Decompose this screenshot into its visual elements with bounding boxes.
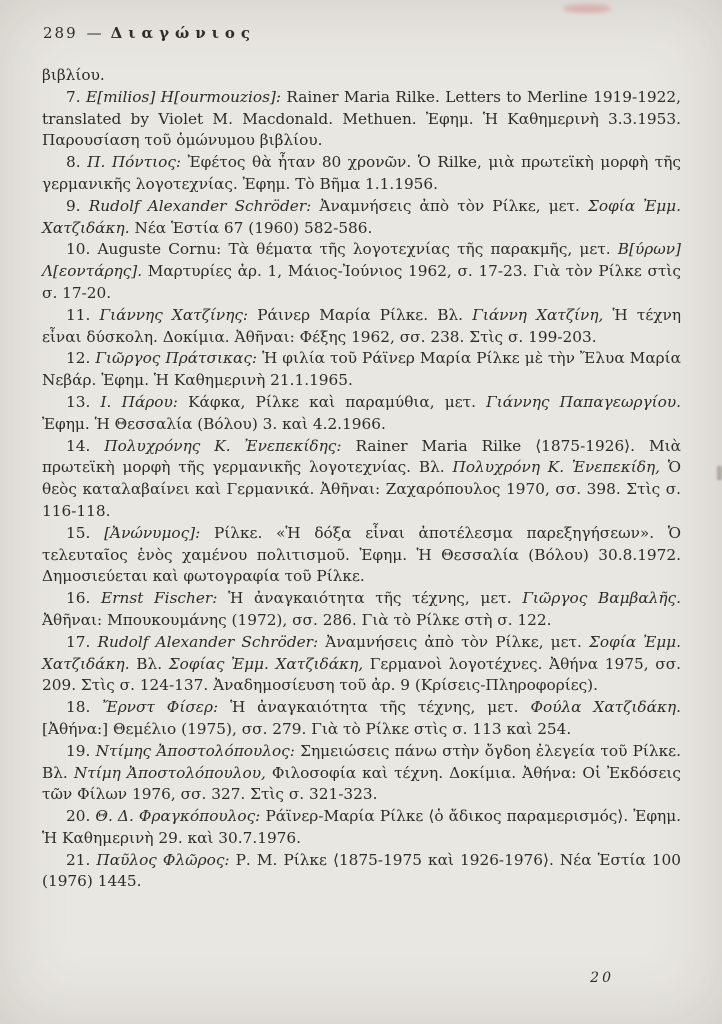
bibliography-entry bbox=[42, 850, 681, 894]
continuation-line bbox=[42, 65, 681, 87]
entry-text: Rainer Maria Rilke. Letters to Merline 1919-1922, translated by Violet M. Macdonald. Methuen. Ἐφημ. Ἡ Καθημερινὴ 3.3.1953. Παρουσίαση τοῦ ὁμώνυμου βιβλίου. bbox=[42, 87, 681, 150]
header-dash: — bbox=[86, 24, 102, 42]
entry-text: 9. bbox=[66, 196, 89, 215]
entry-text: Μαρτυρίες ἀρ. 1, Μάιος-Ἰούνιος 1962, σ. 17-23. Γιὰ τὸν Ρίλκε στὶς σ. 17-20. bbox=[42, 262, 681, 302]
entry-text: Rainer Maria Rilke ⟨1875-1926⟩. Μιὰ πρωτεϊκὴ μορφὴ τῆς γερμανικῆς λογοτεχνίας. Βλ. bbox=[42, 436, 681, 477]
bibliography-entry bbox=[42, 523, 681, 588]
entry-text: 14. bbox=[66, 436, 105, 455]
entry-text: Κάφκα, Ρίλκε καὶ παραμύθια, μετ. bbox=[188, 392, 487, 411]
entry-author-name: E[milios] H[ourmouzios]: bbox=[85, 87, 287, 106]
bibliography-entry bbox=[42, 588, 681, 632]
entry-author-name: [Ἀνώνυμος]: bbox=[104, 523, 215, 542]
entry-text: Ράϊνερ-Μαρία Ρίλκε ⟨ὁ ἄδικος παραμερισμός⟩. Ἐφημ. Ἡ Καθημερινὴ 29. καὶ 30.7.1976. bbox=[42, 807, 681, 847]
entry-author-name: Γιάννης Χατζίνης: bbox=[99, 305, 258, 324]
scan-smudge-mark bbox=[563, 4, 611, 13]
entry-text: 8. bbox=[66, 153, 88, 172]
entry-text: 17. bbox=[66, 632, 98, 651]
entry-text: Ἐφέτος θὰ ἦταν 80 χρονῶν. Ὁ Rilke, μιὰ πρωτεϊκὴ μορφὴ τῆς γερμανικῆς λογοτεχνίας. Ἐφημ. Τὸ Βῆμα 1.1.1956. bbox=[42, 153, 681, 193]
entry-author-name: Ι. Πάρου: bbox=[100, 392, 189, 411]
entry-author-name: Γιῶργος Πράτσικας: bbox=[95, 349, 263, 368]
entry-author-name: Β[ύρων] Λ[εοντάρης]. bbox=[42, 240, 681, 281]
bibliography-entry bbox=[42, 741, 681, 806]
entry-author-name: Θ. Δ. Φραγκόπουλος: bbox=[95, 807, 266, 826]
entry-text: 11. bbox=[66, 305, 100, 324]
entry-text: Γερμανοὶ λογοτέχνες. Ἀθήνα 1975, σσ. 209. Στὶς σ. 124-137. Ἀναδημοσίευση τοῦ ἀρ. 9 (Κρίσεις-Πληροφορίες). bbox=[42, 654, 682, 695]
entry-author-name: Παῦλος Φλῶρος: bbox=[96, 850, 236, 869]
entry-author-name: Ernst Fischer: bbox=[101, 589, 229, 608]
entry-text: Ρίλκε. «Ἡ δόξα εἶναι ἀποτέλεσμα παρεξηγήσεων». Ὁ τελευταῖος ἑνὸς χαμένου πολιτισμοῦ. Ἐφημ. Ἡ Θεσσαλία (Βόλου) 30.8.1972. Δημοσιεύεται καὶ φωτογραφία τοῦ Ρίλκε. bbox=[42, 523, 681, 586]
entry-text: [Ἀθήνα:] Θεμέλιο (1975), σσ. 279. Γιὰ τὸ Ρίλκε στὶς σ. 113 καὶ 254. bbox=[42, 719, 572, 738]
entry-author-name: Ντίμη Ἀποστολόπουλου, bbox=[73, 763, 266, 782]
bibliography-entry bbox=[42, 348, 681, 392]
scan-edge-mark bbox=[717, 466, 722, 480]
header-journal-title: Διαγώνιος bbox=[110, 24, 257, 42]
bibliography-entry bbox=[42, 239, 681, 304]
header-issue-number: 289 bbox=[43, 24, 78, 42]
entry-text: Ρ. Μ. Ρίλκε ⟨1875-1975 καὶ 1926-1976⟩. Νέα Ἑστία 100 (1976) 1445. bbox=[42, 850, 681, 891]
bibliography-entry bbox=[42, 806, 681, 850]
entry-text: 7. bbox=[66, 87, 86, 106]
entry-text: 10. Auguste Cornu: Τὰ θέματα τῆς λογοτεχνίας τῆς παρακμῆς, μετ. bbox=[66, 240, 618, 259]
entry-text: Ἀναμνήσεις ἀπὸ τὸν Ρίλκε, μετ. bbox=[319, 196, 589, 215]
bibliography-entry bbox=[42, 697, 681, 741]
bibliography-entry bbox=[42, 196, 681, 240]
entry-text: 16. bbox=[66, 589, 102, 608]
entry-text: 13. bbox=[66, 392, 101, 411]
bibliography-body bbox=[42, 65, 681, 893]
entry-author-name: Rudolf Alexander Schröder: bbox=[88, 196, 320, 215]
entry-text: 19. bbox=[66, 741, 96, 760]
entry-text: Φιλοσοφία καὶ τέχνη. Δοκίμια. Ἀθήνα: Οἱ Ἐκδόσεις τῶν Φίλων 1976, σσ. 327. Στὶς σ. 321-323. bbox=[42, 763, 681, 804]
bibliography-entry bbox=[42, 305, 681, 349]
entry-text: Ἡ ἀναγκαιότητα τῆς τέχνης, μετ. bbox=[228, 589, 523, 608]
entry-author-name: Φούλα Χατζιδάκη. bbox=[530, 698, 682, 717]
entry-author-name: Γιάννη Χατζίνη, bbox=[472, 305, 604, 324]
entry-text: 18. bbox=[66, 698, 103, 717]
entry-text: Ἡ τέχνη εἶναι δύσκολη. Δοκίμια. Ἀθῆναι: Φέξης 1962, σσ. 238. Στὶς σ. 199-203. bbox=[42, 305, 681, 346]
entry-text: Ἡ ἀναγκαιότητα τῆς τέχνης, μετ. bbox=[230, 698, 531, 717]
entry-text: 12. bbox=[66, 349, 96, 368]
bibliography-entry bbox=[42, 152, 681, 196]
page-number: 20 bbox=[590, 970, 614, 986]
entry-text: Βλ. bbox=[129, 654, 169, 673]
entry-text: βιβλίου. bbox=[42, 66, 105, 84]
entry-text: Ἀθῆναι: Μπουκουμάνης (1972), σσ. 286. Γιὰ τὸ Ρίλκε στὴ σ. 122. bbox=[42, 610, 552, 629]
entry-text: Ὁ θεὸς καταλαβαίνει καὶ Γερμανικά. Ἀθῆναι: Ζαχαρόπουλος 1970, σσ. 398. Στὶς σ. 116-118. bbox=[42, 458, 681, 520]
entry-author-name: Π. Πόντιος: bbox=[87, 153, 188, 172]
entry-text: 20. bbox=[66, 807, 96, 826]
entry-text: 15. bbox=[66, 523, 105, 542]
entry-text: Ἀναμνήσεις ἀπὸ τὸν Ρίλκε, μετ. bbox=[325, 632, 589, 651]
entry-text: Ράινερ Μαρία Ρίλκε. Βλ. bbox=[257, 305, 473, 324]
entry-author-name: Rudolf Alexander Schröder: bbox=[97, 632, 326, 651]
bibliography-entry bbox=[42, 87, 681, 152]
entry-author-name: Γιάννης Παπαγεωργίου. bbox=[486, 392, 681, 411]
entry-author-name: Πολυχρόνης Κ. Ἐνεπεκίδης: bbox=[104, 436, 356, 455]
bibliography-entry bbox=[42, 632, 681, 697]
entry-text: Ἐφημ. Ἡ Θεσσαλία (Βόλου) 3. καὶ 4.2.1966. bbox=[42, 414, 386, 433]
running-header bbox=[43, 24, 256, 42]
entry-author-name: Πολυχρόνη Κ. Ἐνεπεκίδη, bbox=[452, 458, 661, 477]
entry-author-name: Σοφία Ἐμμ. Χατζιδάκη. bbox=[42, 632, 681, 673]
entry-text: Νέα Ἑστία 67 (1960) 582-586. bbox=[129, 218, 373, 237]
entry-author-name: Σοφία Ἐμμ. Χατζιδάκη. bbox=[42, 196, 681, 237]
entry-author-name: Σοφίας Ἐμμ. Χατζιδάκη, bbox=[168, 654, 364, 673]
bibliography-entry bbox=[42, 436, 681, 523]
entry-text: Σημειώσεις πάνω στὴν ὄγδοη ἐλεγεία τοῦ Ρίλκε. Βλ. bbox=[42, 741, 681, 782]
entry-text: 21. bbox=[66, 850, 97, 869]
entry-author-name: Γιῶργος Βαμβαλῆς. bbox=[522, 589, 681, 608]
entry-author-name: Ἔρνστ Φίσερ: bbox=[102, 698, 231, 717]
entry-author-name: Ντίμης Ἀποστολόπουλος: bbox=[95, 741, 301, 760]
entry-text: Ἡ φιλία τοῦ Ράϊνερ Μαρία Ρίλκε μὲ τὴν Ἔλυα Μαρία Νεβάρ. Ἐφημ. Ἡ Καθημερινὴ 21.1.1965. bbox=[42, 349, 681, 390]
bibliography-entry bbox=[42, 392, 681, 436]
